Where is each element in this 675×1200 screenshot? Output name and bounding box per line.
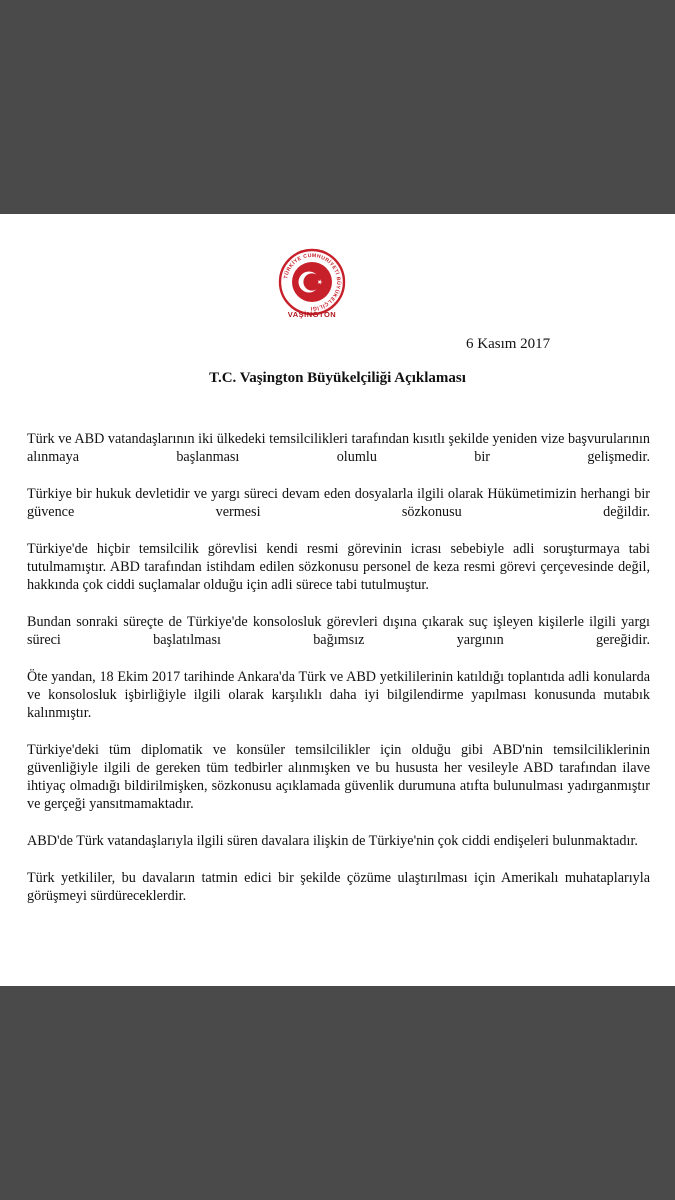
paragraph-5: Öte yandan, 18 Ekim 2017 tarihinde Ankara'da Türk ve ABD yetkililerinin katıldığı toplantıda adli konularda ve konsolosluk işbirliğiyle ilgili olarak karşılıklı daha iyi bilgilendirme yapılması konusunda mutabık kalınmıştır. [27, 669, 650, 721]
document-date: 6 Kasım 2017 [466, 336, 551, 352]
seal-ring-text: TÜRKİYE CUMHURİYETİ BÜYÜKELÇİLİĞİ [283, 252, 342, 312]
paragraph-2: Türkiye bir hukuk devletidir ve yargı süreci devam eden dosyalarla ilgili olarak Hükümetimizin herhangi bir güvence vermesi sözkonusu değildir. [27, 486, 650, 520]
paragraph-6: Türkiye'deki tüm diplomatik ve konsüler temsilcilikler için olduğu gibi ABD'nin temsilciliklerinin güvenliğiyle ilgili de gereken tüm tedbirler alınmışken ve bu hususta her vesileyle ABD tarafından ilave ihtiyaç olmadığı bildirilmişken, sözkonusu açıklamada güvenlik durumuna atıfta bulunulması yadırganmıştır ve gerçeği yansıtmamaktadır. [27, 742, 650, 812]
document-body [27, 430, 650, 924]
paragraph-3: Türkiye'de hiçbir temsilcilik görevlisi kendi resmi görevinin icrası sebebiyle adli soruşturmaya tabi tutulmamıştır. ABD tarafından istihdam edilen sözkonusu personel de keza resmi görevi çerçevesinde değil, hakkında çok ciddi suçlamalar olduğu için adli sürece tabi tutulmuştur. [27, 541, 650, 593]
paragraph-7: ABD'de Türk vatandaşlarıyla ilgili süren davalara ilişkin de Türkiye'nin çok ciddi endişeleri bulunmaktadır. [27, 833, 638, 849]
embassy-seal-icon [278, 248, 346, 316]
paragraph-8: Türk yetkililer, bu davaların tatmin edici bir şekilde çözüme ulaştırılması için Amerikalı muhataplarıyla görüşmeyi sürdüreceklerdir. [27, 870, 650, 904]
seal-caption: VAŞİNGTON [287, 310, 337, 319]
document-title: T.C. Vaşington Büyükelçiliği Açıklaması [209, 370, 466, 386]
paragraph-1: Türk ve ABD vatandaşlarının iki ülkedeki temsilcilikleri tarafından kısıtlı şekilde yeniden vize başvurularının alınmaya başlanması olumlu bir gelişmedir. [27, 431, 650, 465]
document-page [0, 214, 675, 986]
paragraph-4: Bundan sonraki süreçte de Türkiye'de konsolosluk görevleri dışına çıkarak suç işleyen kişilerle ilgili yargı süreci başlatılması bağımsız yargının gereğidir. [27, 614, 650, 648]
